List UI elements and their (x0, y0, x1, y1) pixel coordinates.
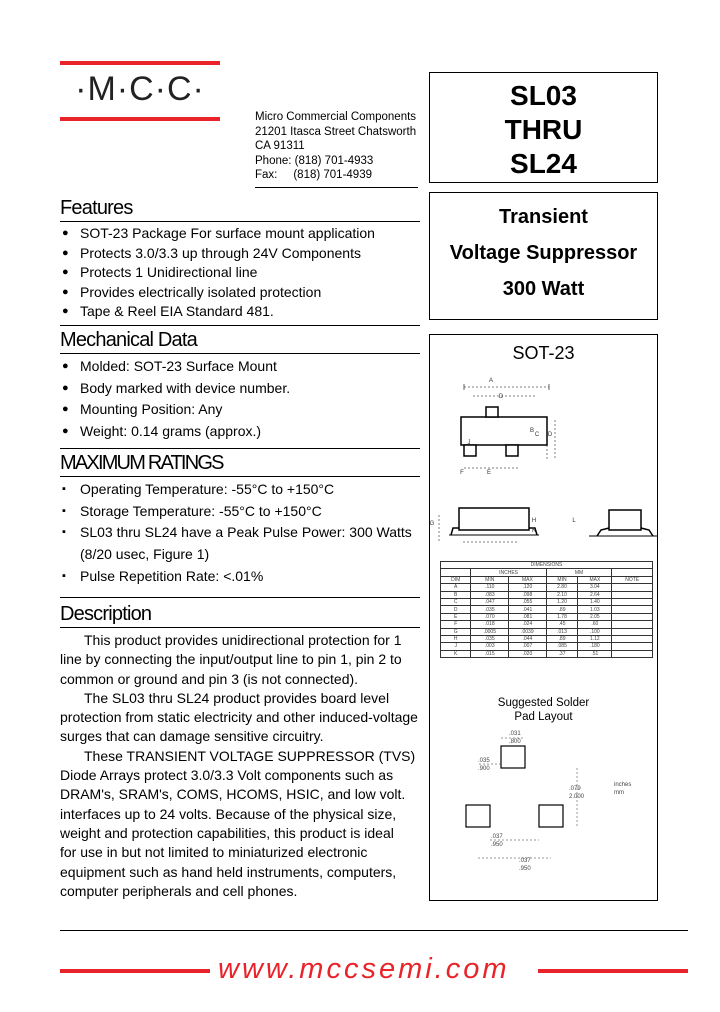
bullet-icon: ● (62, 425, 69, 438)
package-body-top (461, 417, 547, 445)
description-line: These TRANSIENT VOLTAGE SUPPRESSOR (TVS) (84, 747, 416, 764)
list-item: (8/20 usec, Figure 1) (80, 546, 210, 563)
solder-title-line: Suggested Solder (497, 697, 590, 709)
list-item: ● Protects 1 Unidirectional line (60, 263, 375, 283)
sot23-drawing (429, 370, 658, 560)
solder-dim: .900 (478, 766, 490, 772)
mechanical-list (60, 356, 290, 443)
table-header: MAX (509, 576, 547, 583)
ratings-list (60, 479, 412, 588)
table-cell: 3.04 (578, 584, 612, 591)
features-rule (60, 221, 420, 222)
address-line: Micro Commercial Components (255, 111, 417, 123)
list-item: ▪ Operating Temperature: -55°C to +150°C (60, 479, 412, 501)
table-row (441, 628, 653, 635)
table-cell (612, 613, 653, 620)
address-line: 21201 Itasca Street Chatsworth (255, 125, 417, 138)
table-cell: H (441, 635, 471, 642)
table-cell: 1.12 (578, 635, 612, 642)
bullet-icon: ● (62, 403, 69, 416)
table-cell: F (441, 621, 471, 628)
bullet-icon: ● (62, 285, 69, 298)
address-line: Phone: (818) 701-4933 (255, 154, 374, 167)
bullet-icon: ● (62, 266, 69, 278)
bullet-icon: ● (62, 381, 69, 394)
product-desc-line: Transient (499, 206, 588, 228)
bullet-icon: ▪ (62, 504, 66, 517)
table-cell (612, 584, 653, 591)
dim-label: K (531, 528, 537, 534)
table-cell: .018 (471, 621, 509, 628)
table-cell: G (441, 628, 471, 635)
dim-label: D (498, 394, 504, 400)
mechanical-top-rule (60, 325, 420, 326)
table-cell: .89 (546, 635, 578, 642)
table-cell (612, 621, 653, 628)
table-cell: .035 (471, 635, 509, 642)
table-cell: A (441, 584, 471, 591)
table-header: MIN (546, 576, 578, 583)
part-number-line: THRU (504, 114, 583, 145)
ratings-heading: MAXIMUM RATINGS (60, 452, 223, 474)
table-cell: .047 (471, 598, 509, 605)
part-number-line: SL24 (510, 148, 577, 179)
dimensions-table (440, 561, 653, 658)
list-item: ▪ SL03 thru SL24 have a Peak Pulse Power: 300 Watts (60, 522, 412, 544)
table-cell: 1.40 (578, 598, 612, 605)
table-cell (612, 598, 653, 605)
table-cell: .100 (578, 628, 612, 635)
dim-label: A (488, 378, 494, 384)
description-line: Diode Arrays protect 3.0/3.3 Volt components such as (60, 767, 394, 784)
table-body (441, 584, 653, 658)
table-cell: .035 (471, 606, 509, 613)
bullet-icon: ▪ (62, 483, 66, 495)
description-body (60, 631, 425, 901)
features-list (60, 224, 375, 322)
table-cell: 1.03 (578, 606, 612, 613)
description-line: line by connecting the input/output line to pin 1, pin 2 to (60, 651, 402, 668)
table-cell: 2.80 (546, 584, 578, 591)
solder-dim: .037 (491, 834, 503, 840)
dim-label: B (529, 428, 535, 434)
solder-dim: .035 (478, 758, 490, 764)
table-row (441, 613, 653, 620)
table-cell: .013 (546, 628, 578, 635)
lead-bottom-right (506, 445, 518, 456)
description-rule (60, 627, 420, 628)
table-cell: .098 (509, 591, 547, 598)
description-line: This product provides unidirectional protection for 1 (84, 632, 402, 648)
solder-dim: .031 (509, 731, 521, 737)
description-line: common or ground and pin 3 (is not connected). (60, 670, 359, 687)
table-cell: J (441, 643, 471, 650)
product-desc-line: Voltage Suppressor (449, 242, 638, 264)
bullet-icon: ● (62, 246, 69, 259)
solder-pad-drawing (429, 728, 658, 878)
bullet-icon: ▪ (62, 569, 66, 582)
description-line: interfaces up to 24 volts. Because of the physical size, (60, 805, 397, 822)
list-item: ● Provides electrically isolated protection (60, 283, 375, 303)
header-red-bar-bottom (60, 117, 220, 121)
table-header: NOTE (612, 576, 653, 583)
solder-dim: .037 (519, 858, 531, 864)
table-cell (612, 635, 653, 642)
features-heading: Features (60, 197, 133, 219)
table-cell: .37 (546, 650, 578, 657)
address-line: Fax: (818) 701-4939 (255, 169, 372, 181)
part-number-line: SL03 (510, 80, 577, 111)
table-cell: 2.64 (578, 591, 612, 598)
solder-dim: .800 (509, 739, 521, 745)
lead-side-left (451, 528, 459, 535)
table-group-header: INCHES (471, 569, 546, 576)
list-item: ▪ Storage Temperature: -55°C to +150°C (60, 501, 412, 523)
lead-bottom-left (464, 445, 476, 456)
table-cell: .044 (509, 635, 547, 642)
table-cell: .081 (509, 613, 547, 620)
table-row (441, 606, 653, 613)
list-item: ● Tape & Reel EIA Standard 481. (60, 302, 375, 322)
package-body-side (459, 508, 529, 530)
description-line: weight and protection capabilities, this product is ideal (60, 824, 394, 841)
dim-label: E (486, 470, 492, 476)
lead-end-left (597, 528, 609, 536)
table-cell: .083 (471, 591, 509, 598)
part-number-box (429, 72, 658, 183)
table-row (441, 584, 653, 591)
dim-label: F (460, 470, 464, 476)
list-item: ● Molded: SOT-23 Surface Mount (60, 356, 290, 378)
package-title: SOT-23 (512, 343, 575, 363)
units-label: inches (614, 782, 632, 788)
table-cell: 2.05 (578, 613, 612, 620)
table-cell: .45 (546, 621, 578, 628)
table-group-header: MM (546, 569, 612, 576)
table-cell (612, 650, 653, 657)
table-cell: .020 (509, 650, 547, 657)
table-row (441, 591, 653, 598)
mechanical-heading: Mechanical Data (60, 329, 197, 351)
table-header: DIM (441, 576, 471, 583)
bullet-icon: ▪ (62, 526, 66, 539)
mcc-logo: ·M·C·C· (75, 70, 205, 108)
description-line: for use in but not limited to miniaturized electronic (60, 844, 368, 861)
header-red-bar-top (60, 61, 220, 65)
table-cell: .055 (509, 598, 547, 605)
product-description-box (429, 192, 658, 320)
address-rule (255, 187, 418, 188)
table-cell (612, 628, 653, 635)
package-body-end (609, 510, 641, 530)
solder-dim: .079 (569, 786, 581, 792)
table-cell: B (441, 591, 471, 598)
table-cell: 2.10 (546, 591, 578, 598)
table-cell: 1.20 (546, 598, 578, 605)
bullet-icon: ● (62, 305, 69, 317)
description-line: protection from static electricity and other induced-voltage (60, 709, 418, 726)
list-item: ▪ Pulse Repetition Rate: <.01% (60, 566, 412, 588)
table-title: DIMENSIONS (441, 562, 653, 569)
solder-title-line: Pad Layout (514, 710, 573, 723)
table-cell: .070 (471, 613, 509, 620)
description-line: DRAM's, SRAM's, COMS, HCOMS, HSIC, and low volt. (60, 786, 406, 803)
description-top-rule (60, 597, 420, 598)
bullet-icon: ● (62, 360, 69, 372)
mechanical-rule (60, 353, 420, 354)
dim-label: H (531, 518, 537, 524)
table-cell (612, 591, 653, 598)
table-cell: .007 (509, 643, 547, 650)
table-cell: .085 (546, 643, 578, 650)
table-cell: K (441, 650, 471, 657)
list-item: ● Weight: 0.14 grams (approx.) (60, 421, 290, 443)
table-row (441, 635, 653, 642)
table-cell: .024 (509, 621, 547, 628)
solder-pad-left (466, 805, 490, 827)
list-item: ● Mounting Position: Any (60, 399, 290, 421)
dim-label: D (547, 432, 553, 438)
list-item: ● SOT-23 Package For surface mount application (60, 224, 375, 244)
table-header: MIN (471, 576, 509, 583)
table-row (441, 643, 653, 650)
table-cell: .51 (578, 650, 612, 657)
description-line: computer peripherals and cell phones. (60, 882, 298, 899)
ratings-top-rule (60, 448, 420, 449)
website-url[interactable]: www.mccsemi.com (218, 953, 510, 985)
table-cell: .003 (471, 643, 509, 650)
lead-top (486, 407, 498, 417)
solder-dim: .950 (491, 842, 503, 848)
dim-label: L (572, 518, 576, 524)
bullet-icon: ● (62, 227, 69, 239)
table-cell: E (441, 613, 471, 620)
table-cell: .0005 (471, 628, 509, 635)
table-cell: .110 (471, 584, 509, 591)
dim-label: C (534, 432, 540, 438)
description-line: surges that can damage sensitive circuitry. (60, 728, 324, 745)
solder-pad-right (539, 805, 563, 827)
footer-red-bar-right (538, 969, 688, 973)
table-cell: 1.78 (546, 613, 578, 620)
table-cell (612, 606, 653, 613)
solder-dim: 2.000 (569, 794, 585, 800)
table-cell: .015 (471, 650, 509, 657)
list-item: ● Protects 3.0/3.3 up through 24V Components (60, 244, 375, 264)
table-cell: .60 (578, 621, 612, 628)
units-label: mm (614, 790, 624, 796)
table-cell: .0039 (509, 628, 547, 635)
table-row (441, 598, 653, 605)
table-cell: .120 (509, 584, 547, 591)
table-row (441, 621, 653, 628)
table-cell: .89 (546, 606, 578, 613)
table-row (441, 650, 653, 657)
address-line: CA 91311 (255, 140, 305, 152)
product-desc-line: 300 Watt (502, 278, 585, 300)
lead-end-right (641, 528, 653, 536)
description-line: The SL03 thru SL24 product provides board level (84, 689, 390, 706)
solder-layout-title (429, 697, 658, 724)
solder-pad-top (501, 746, 525, 768)
description-heading: Description (60, 603, 152, 625)
company-address (255, 110, 416, 183)
list-item: ● Body marked with device number. (60, 378, 290, 400)
table-header: MAX (578, 576, 612, 583)
table-cell: D (441, 606, 471, 613)
footer-red-bar-left (60, 969, 210, 973)
table-cell: .180 (578, 643, 612, 650)
solder-dim: .950 (519, 866, 531, 872)
ratings-rule (60, 476, 420, 477)
table-cell (612, 643, 653, 650)
table-cell: C (441, 598, 471, 605)
footer-rule (60, 930, 688, 931)
dim-label: G (429, 521, 435, 527)
table-cell: .041 (509, 606, 547, 613)
dim-label: J (467, 440, 471, 446)
description-line: equipment such as hand held instruments, computers, (60, 863, 397, 880)
